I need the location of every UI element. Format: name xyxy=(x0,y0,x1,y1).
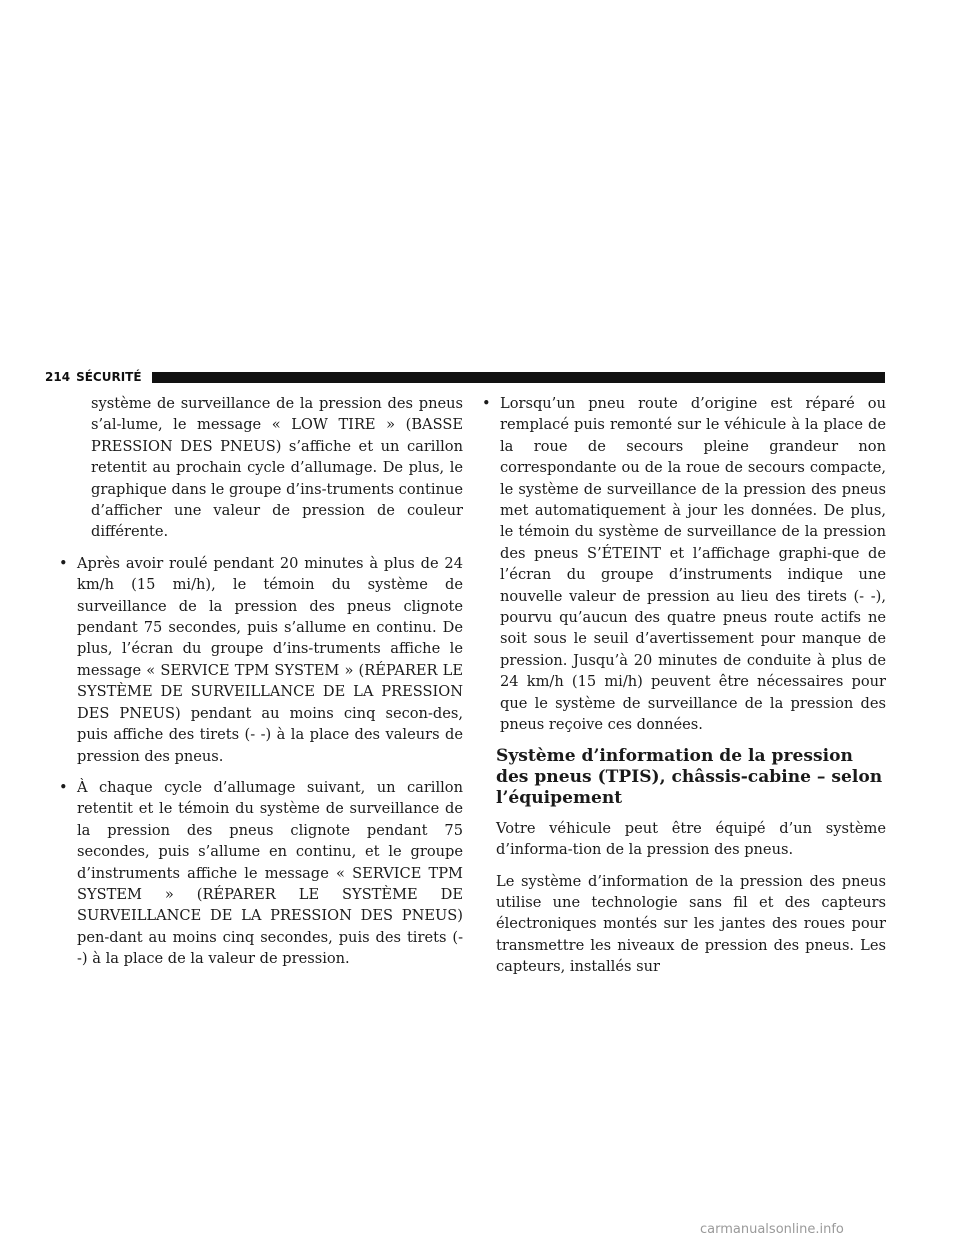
bullet-text: À chaque cycle d’allumage suivant, un carillon retentit et le témoin du système de surveillance de la pression des pneus clignote pendant 75 secondes, puis s’allume en continu, et le groupe d’instruments affiche le message « SERVICE TPM SYSTEM » (RÉPARER LE SYSTÈME DE SURVEILLANCE DE LA PRESSION DES PNEUS) pen-dant au moins cinq secondes, puis des tirets (- -) à la place de la valeur de pression. xyxy=(77,778,463,968)
page-number: 214 xyxy=(45,370,71,384)
bullet-text: Lorsqu’un pneu route d’origine est réparé ou remplacé puis remonté sur le véhicule à la place de la roue de secours pleine grandeur non correspondante ou de la roue de secours compacte, le système de surveillance de la pression des pneus met automatiquement à jour les données. De plus, le témoin du système de surveillance de la pression des pneus S’ÉTEINT et l’affichage graphi-que de l’écran du groupe d’instruments indique une nouvelle valeur de pression au lieu des tirets (- -), pourvu qu’aucun des quatre pneus route actifs ne soit sous le seuil d’avertissement pour manque de pression. Jusqu’à 20 minutes de conduite à plus de 24 km/h (15 mi/h) peuvent être nécessaires pour que le système de surveillance de la pression des pneus reçoive ces données. xyxy=(500,395,886,734)
body-paragraph: Votre véhicule peut être équipé d’un système d’informa-tion de la pression des pneus. xyxy=(496,819,886,859)
continuation-paragraph: système de surveillance de la pression des pneus s’al-lume, le message « LOW TIRE » (BASSE PRESSION DES PNEUS) s’affiche et un carillon retentit au prochain cycle d’allumage. De plus, le graphique dans le groupe d’ins-truments continue d’afficher une valeur de pression de couleur différente. xyxy=(91,395,463,541)
bullet-item xyxy=(482,393,886,736)
bullet-icon: • xyxy=(482,395,491,412)
section-subheading: Système d’information de la pression des pneus (TPIS), châssis-cabine – selon l’équipement xyxy=(496,745,883,809)
page-header xyxy=(45,367,885,387)
bullet-item xyxy=(59,777,463,970)
watermark: carmanualsonline.info xyxy=(700,1222,844,1237)
right-column xyxy=(482,393,886,988)
bullet-item xyxy=(59,553,463,767)
bullet-icon: • xyxy=(59,778,68,796)
bullet-icon: • xyxy=(59,554,68,572)
left-column xyxy=(59,393,463,980)
header-rule xyxy=(152,372,885,383)
body-paragraph: Le système d’information de la pression des pneus utilise une technologie sans fil et des capteurs électroniques montés sur les jantes des roues pour transmettre les niveaux de pression des pneus. Les capteurs, installés sur xyxy=(496,872,886,976)
section-title: SÉCURITÉ xyxy=(76,370,142,384)
bullet-text: Après avoir roulé pendant 20 minutes à plus de 24 km/h (15 mi/h), le témoin du système de surveillance de la pression des pneus clignote pendant 75 secondes, puis s’allume en continu. De plus, l’écran du groupe d’ins-truments affiche le message « SERVICE TPM SYSTEM » (RÉPARER LE SYSTÈME DE SURVEILLANCE DE LA PRESSION DES PNEUS) pendant au moins cinq secon-des, puis affiche des tirets (- -) à la place des valeurs de pression des pneus. xyxy=(77,554,463,765)
